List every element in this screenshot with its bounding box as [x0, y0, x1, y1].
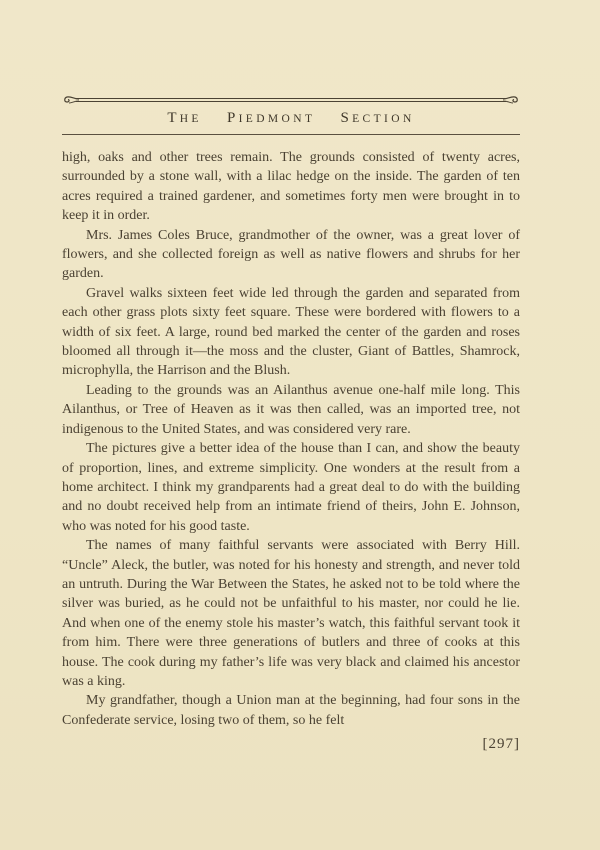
scroll-ornament-right-icon — [502, 95, 520, 105]
paragraph: Leading to the grounds was an Ailanthus avenue one-half mile long. This Ailanthus, or Tree of Heaven as it was then called, was an imported tree, not indigenous to the United States, and was considered very rare. — [62, 382, 520, 437]
scroll-ornament-left-icon — [62, 95, 80, 105]
paragraph: Mrs. James Coles Bruce, grandmother of the owner, was a great lover of flowers, and she collected foreign as well as native flowers and shrubs for her garden. — [62, 227, 520, 282]
page-number: [297] — [482, 736, 520, 752]
running-head — [62, 110, 520, 127]
header-rule-thick — [76, 101, 506, 102]
running-head-underline — [62, 134, 520, 135]
paragraph: The names of many faithful servants were associated with Berry Hill. “Uncle” Aleck, the butler, was noted for his honesty and strength, and never told an untruth. During the War Between the States, he asked not to be told where the silver was buried, as he could not be unfaithful to his master, nor could he lie. And when one of the enemy stole his master’s watch, this faithful servant took it from him. There were three generations of butlers and three of cooks at this house. The cook during my father’s life was very black and claimed his ancestor was a king. — [62, 538, 520, 689]
paragraph: The pictures give a better idea of the house than I can, and show the beauty of proportion, lines, and extreme simplicity. One wonders at the result from a home architect. I think my grandparents had a great deal to do with the building and no doubt received help from an intimate friend of theirs, John E. Johnson, who was noted for his good taste. — [62, 441, 520, 534]
running-head-title: THE PIEDMONT SECTION — [167, 110, 415, 126]
paragraph: My grandfather, though a Union man at the beginning, had four sons in the Confederate service, losing two of them, so he felt — [62, 693, 520, 728]
header-rule-thin — [76, 98, 506, 99]
body-text — [62, 148, 520, 730]
paragraph: high, oaks and other trees remain. The grounds consisted of twenty acres, surrounded by a stone wall, with a lilac hedge on the inside. The garden of ten acres required a trained gardener, and sometimes forty men were brought in to keep it in order. — [62, 150, 520, 224]
header-ornament-rule — [62, 96, 520, 106]
paragraph: Gravel walks sixteen feet wide led through the garden and separated from each other grass plots sixty feet square. These were bordered with flowers to a width of six feet. A large, round bed marked the center of the garden and roses bloomed all through it—the moss and the cluster, Giant of Battles, Shamrock, microphylla, the Harrison and the Blush. — [62, 285, 520, 379]
